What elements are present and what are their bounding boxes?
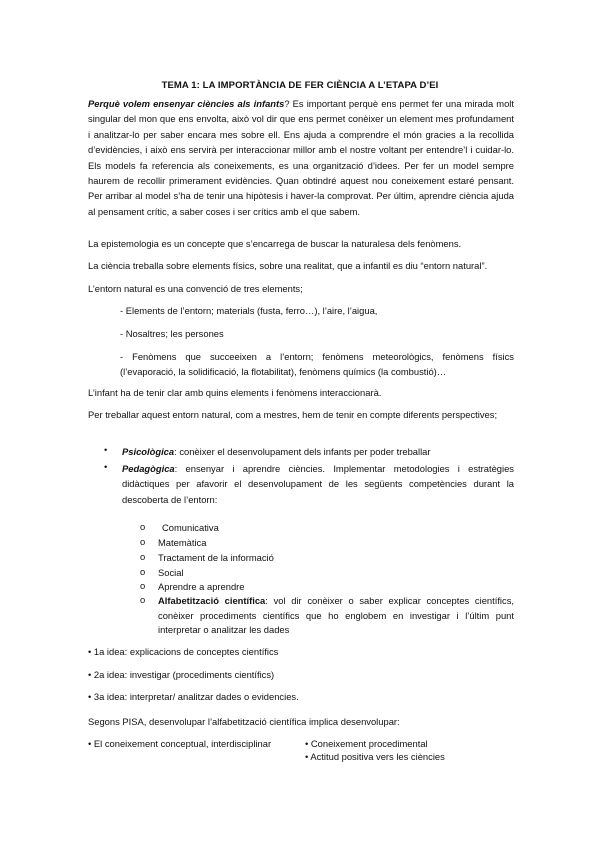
sub-marker: o: [140, 551, 146, 562]
pisa-left-item: • El coneixement conceptual, interdisciplinar: [88, 738, 272, 749]
pisa-right-item: • Coneixement procedimental: [305, 738, 428, 749]
bullet-marker: •: [104, 444, 108, 455]
infant-paragraph: L’infant ha de tenir clar amb quins elements i fenòmens interaccionarà.: [88, 387, 382, 398]
sub-marker: o: [140, 521, 146, 532]
sub-marker: o: [140, 566, 146, 577]
bullet-text: : ensenyar i aprendre ciències. Implementar metodologies i estratègies didàctiques per afavorir el desenvolupament de les següents competències durant la descoberta de l’entorn:: [122, 463, 514, 505]
document-title: TEMA 1: LA IMPORTÀNCIA DE FER CIÈNCIA A L’ETAPA D’EI: [161, 80, 439, 91]
sub-marker: o: [140, 536, 146, 547]
epistemologia-paragraph: La epistemologia es un concepte que s’encarrega de buscar la naturalesa dels fenòmens.: [88, 238, 462, 249]
idea-item: • 2a idea: investigar (procediments científics): [88, 669, 275, 680]
intro-lead: Perquè volem ensenyar ciències als infants: [88, 98, 285, 109]
intro-text: ? Es important perquè ens permet fer una mirada molt singular del mon que ens envolta, això vol dir que ens permet conèixer un element mes profundament i analitzar-lo per saber encara mes sobre ell. Ens ajuda a comprendre el món gracies a la recollida d’evidències, i això ens servirà per interaccionar millor amb el nostre voltant per entendre’l i cuidar-lo. Els models fa referencia als coneixements, es una organització d’idees. Per fer un model sempre haurem de recollir primerament evidències. Quan obtindré aquest nou coneixement estaré pensant. Per arribar al model s’ha de tenir una hipòtesis i haver-la comprovat. Per últim, aprendre ciència ajuda al pensament crític, a saber coses i ser crítics amb el que sabem.: [88, 98, 514, 217]
dash-item: - Nosaltres; les persones: [120, 328, 224, 339]
bullet-label: Pedagògica: [122, 463, 175, 474]
competency-item: Aprendre a aprendre: [158, 581, 245, 592]
pisa-right-item: • Actitud positiva vers les ciències: [305, 751, 445, 762]
dash-item: - Fenòmens que succeeixen a l’entorn; fenòmens meteorològics, fenòmens físics (l’evaporació, la solidificació, la flotabilitat), fenòmens químics (la combustió)…: [120, 351, 514, 378]
competency-item: Comunicativa: [162, 522, 219, 533]
bullet-label: Psicològica: [122, 446, 175, 457]
idea-item: • 1a idea: explicacions de conceptes científics: [88, 646, 279, 657]
competency-item: Tractament de la informació: [158, 552, 274, 563]
competency-alfabetitzacio: [158, 594, 514, 638]
bullet-text: : conèixer el desenvolupament dels infants per poder treballar: [174, 446, 431, 457]
entorn-paragraph: L’entorn natural es una convenció de tres elements;: [88, 283, 303, 294]
intro-paragraph: [88, 96, 514, 219]
bullet-psicologica: [122, 444, 514, 459]
idea-item: • 3a idea: interpretar/ analitzar dades o evidencies.: [88, 691, 299, 702]
treballar-paragraph: Per treballar aquest entorn natural, com a mestres, hem de tenir en compte diferents perspectives;: [88, 409, 498, 420]
pisa-paragraph: Segons PISA, desenvolupar l’alfabetització científica implica desenvolupar:: [88, 716, 400, 727]
sub-marker: o: [140, 580, 146, 591]
bullet-marker: •: [104, 461, 108, 472]
dash-item: - Elements de l’entorn; materials (fusta, ferro…), l’aire, l’aigua,: [120, 305, 378, 316]
competency-text: : vol dir conèixer o saber explicar conceptes científics, conèixer procediments científics que ho englobem en investigar i l’últim punt interpretar o analitzar les dades: [158, 595, 514, 636]
competency-label: Alfabetització científica: [158, 595, 266, 606]
sub-marker: o: [140, 594, 146, 605]
bullet-pedagogica: [122, 461, 514, 507]
ciencia-paragraph: La ciència treballa sobre elements físics, sobre una realitat, que a infantil es diu “entorn natural”.: [88, 260, 488, 271]
competency-item: Matemàtica: [158, 537, 207, 548]
competency-item: Social: [158, 567, 184, 578]
